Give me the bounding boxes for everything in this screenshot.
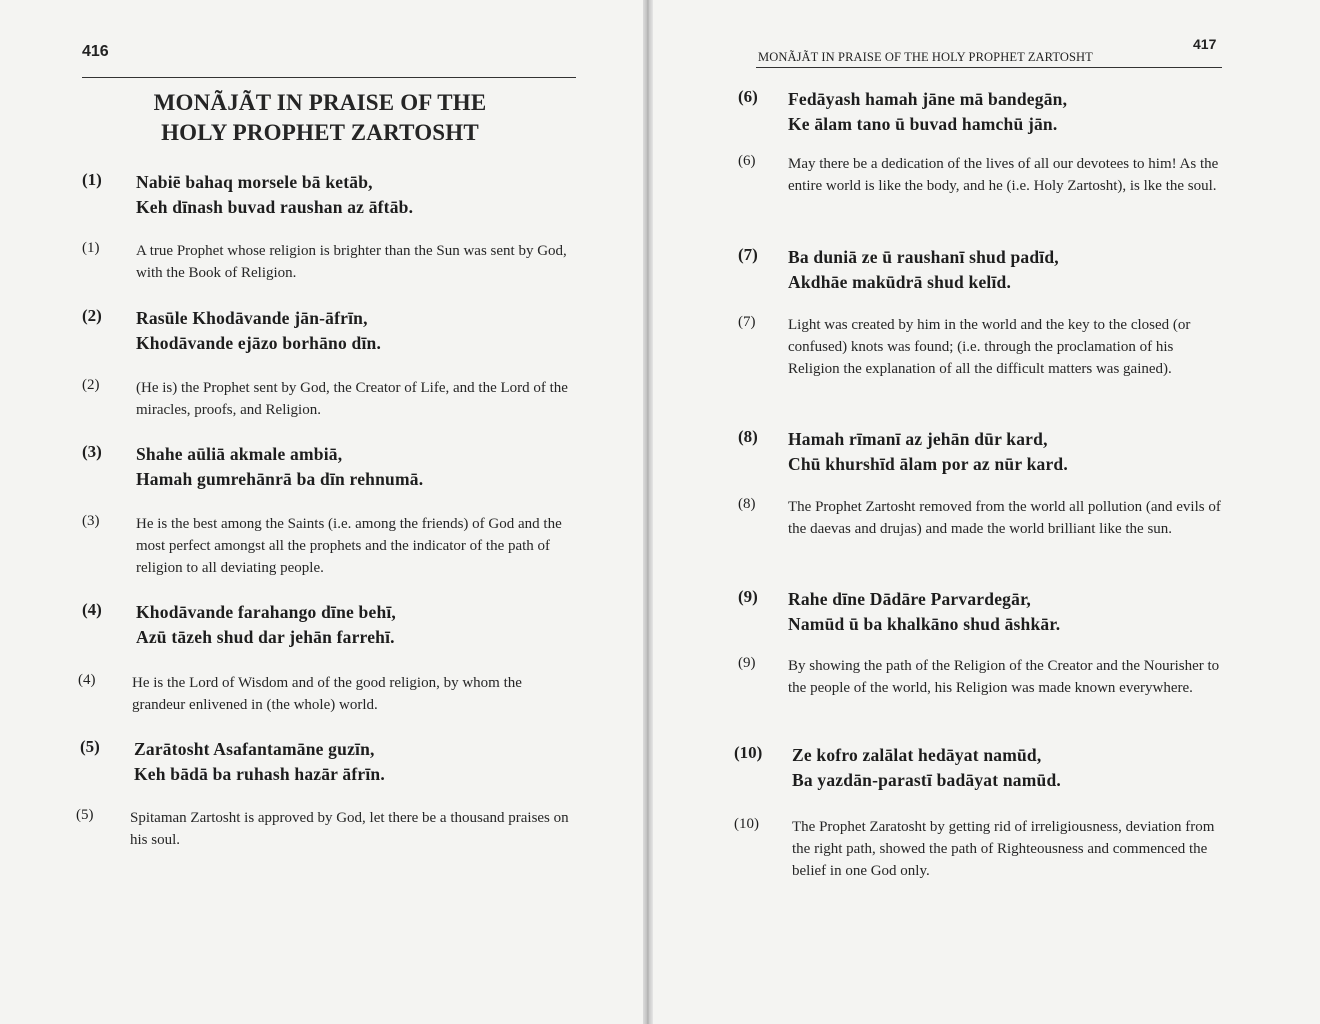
verse-number: (2): [82, 306, 102, 325]
verse-number: (9): [738, 587, 758, 606]
verse-number: (7): [738, 245, 758, 264]
verse-line: Shahe aūliā akmale ambiā,: [136, 444, 343, 464]
translation-7: [738, 314, 1224, 380]
translation-number: (3): [82, 513, 100, 529]
verse-3: [82, 442, 572, 492]
running-head: MONÃJÃT IN PRAISE OF THE HOLY PROPHET ZARTOSHT: [758, 50, 1093, 64]
verse-line: Ze kofro zalālat hedāyat namūd,: [792, 745, 1042, 765]
verse-number: (6): [738, 87, 758, 106]
translation-text: (He is) the Prophet sent by God, the Creator of Life, and the Lord of the miracles, proofs, and Religion.: [136, 380, 568, 418]
verse-line: Nabiē bahaq morsele bā ketāb,: [136, 172, 373, 192]
translation-number: (10): [734, 816, 759, 832]
verse-4: [82, 600, 572, 650]
verse-line: Chū khurshīd ālam por az nūr kard.: [788, 454, 1068, 474]
translation-number: (9): [738, 655, 756, 671]
header-rule-right: [756, 67, 1222, 68]
translation-9: [738, 655, 1224, 699]
header-rule-left: [82, 77, 576, 78]
translation-text: The Prophet Zaratosht by getting rid of irreligiousness, deviation from the right path, showed the path of Righteousness and commenced the belief in one God only.: [792, 819, 1215, 879]
translation-text: He is the best among the Saints (i.e. among the friends) of God and the most perfect amongst all the prophets and the indicator of the path of religion to all deviating people.: [136, 516, 562, 576]
verse-line: Hamah rīmanī az jehān dūr kard,: [788, 429, 1048, 449]
verse-line: Ba duniā ze ū raushanī shud padīd,: [788, 247, 1059, 267]
title-line-2: HOLY PROPHET ZARTOSHT: [161, 120, 479, 145]
translation-number: (2): [82, 377, 100, 393]
verse-7: [738, 245, 1218, 295]
verse-line: Keh dīnash buvad raushan az āftāb.: [136, 197, 414, 217]
verse-line: Zarātosht Asafantamāne guzīn,: [134, 739, 375, 759]
translation-1: [82, 240, 576, 284]
translation-2: [82, 377, 576, 421]
translation-4: [78, 672, 576, 716]
left-page: [0, 0, 645, 1024]
book-gutter: [643, 0, 653, 1024]
verse-line: Keh bādā ba ruhash hazār āfrīn.: [134, 764, 385, 784]
translation-text: May there be a dedication of the lives of all our devotees to him! As the entire world is like the body, and he (i.e. Holy Zartosht), is lke the soul.: [788, 156, 1219, 194]
translation-number: (4): [78, 672, 96, 688]
translation-number: (1): [82, 240, 100, 256]
translation-3: [82, 513, 576, 579]
verse-line: Ba yazdān-parastī badāyat namūd.: [792, 770, 1061, 790]
verse-line: Ke ālam tano ū buvad hamchū jān.: [788, 114, 1058, 134]
verse-line: Namūd ū ba khalkāno shud āshkār.: [788, 614, 1061, 634]
title-line-1: MONÃJÃT IN PRAISE OF THE: [153, 90, 487, 115]
translation-text: A true Prophet whose religion is brighter than the Sun was sent by God, with the Book of Religion.: [136, 243, 567, 281]
verse-line: Akdhāe makūdrā shud kelīd.: [788, 272, 1012, 292]
translation-10: [734, 816, 1226, 882]
page-number-left: 416: [82, 43, 109, 60]
verse-8: [738, 427, 1218, 477]
verse-line: Rahe dīne Dādāre Parvardegār,: [788, 589, 1032, 609]
translation-number: (5): [76, 807, 94, 823]
page-number-right: 417: [1193, 36, 1217, 52]
translation-number: (6): [738, 153, 756, 169]
translation-number: (8): [738, 496, 756, 512]
translation-text: He is the Lord of Wisdom and of the good religion, by whom the grandeur enlivened in (the whole) world.: [132, 675, 522, 713]
translation-text: By showing the path of the Religion of the Creator and the Nourisher to the people of the world, his Religion was made known everywhere.: [788, 658, 1220, 696]
verse-line: Hamah gumrehānrā ba dīn rehnumā.: [136, 469, 424, 489]
translation-text: Light was created by him in the world and the key to the closed (or confused) knots was found; (i.e. through the proclamation of his Religion the explanation of all the difficult matters was gained).: [788, 317, 1191, 377]
verse-line: Rasūle Khodāvande jān-āfrīn,: [136, 308, 368, 328]
verse-number: (5): [80, 737, 100, 756]
verse-line: Azū tāzeh shud dar jehān farrehī.: [136, 627, 395, 647]
verse-line: Fedāyash hamah jāne mā bandegān,: [788, 89, 1068, 109]
translation-5: [76, 807, 574, 851]
verse-number: (1): [82, 170, 102, 189]
verse-10: [734, 743, 1220, 793]
verse-line: Khodāvande ejāzo borhāno dīn.: [136, 333, 382, 353]
verse-number: (8): [738, 427, 758, 446]
verse-2: [82, 306, 572, 356]
translation-text: Spitaman Zartosht is approved by God, let there be a thousand praises on his soul.: [130, 810, 569, 848]
translation-number: (7): [738, 314, 756, 330]
translation-text: The Prophet Zartosht removed from the world all pollution (and evils of the daevas and drujas) and made the world brilliant like the sun.: [788, 499, 1221, 537]
translation-8: [738, 496, 1224, 540]
verse-9: [738, 587, 1218, 637]
verse-number: (10): [734, 743, 763, 762]
verse-5: [80, 737, 570, 787]
verse-number: (4): [82, 600, 102, 619]
translation-6: [738, 153, 1224, 197]
page-title: [100, 88, 540, 148]
verse-number: (3): [82, 442, 102, 461]
verse-1: [82, 170, 572, 220]
verse-6: [738, 87, 1218, 137]
verse-line: Khodāvande farahango dīne behī,: [136, 602, 397, 622]
